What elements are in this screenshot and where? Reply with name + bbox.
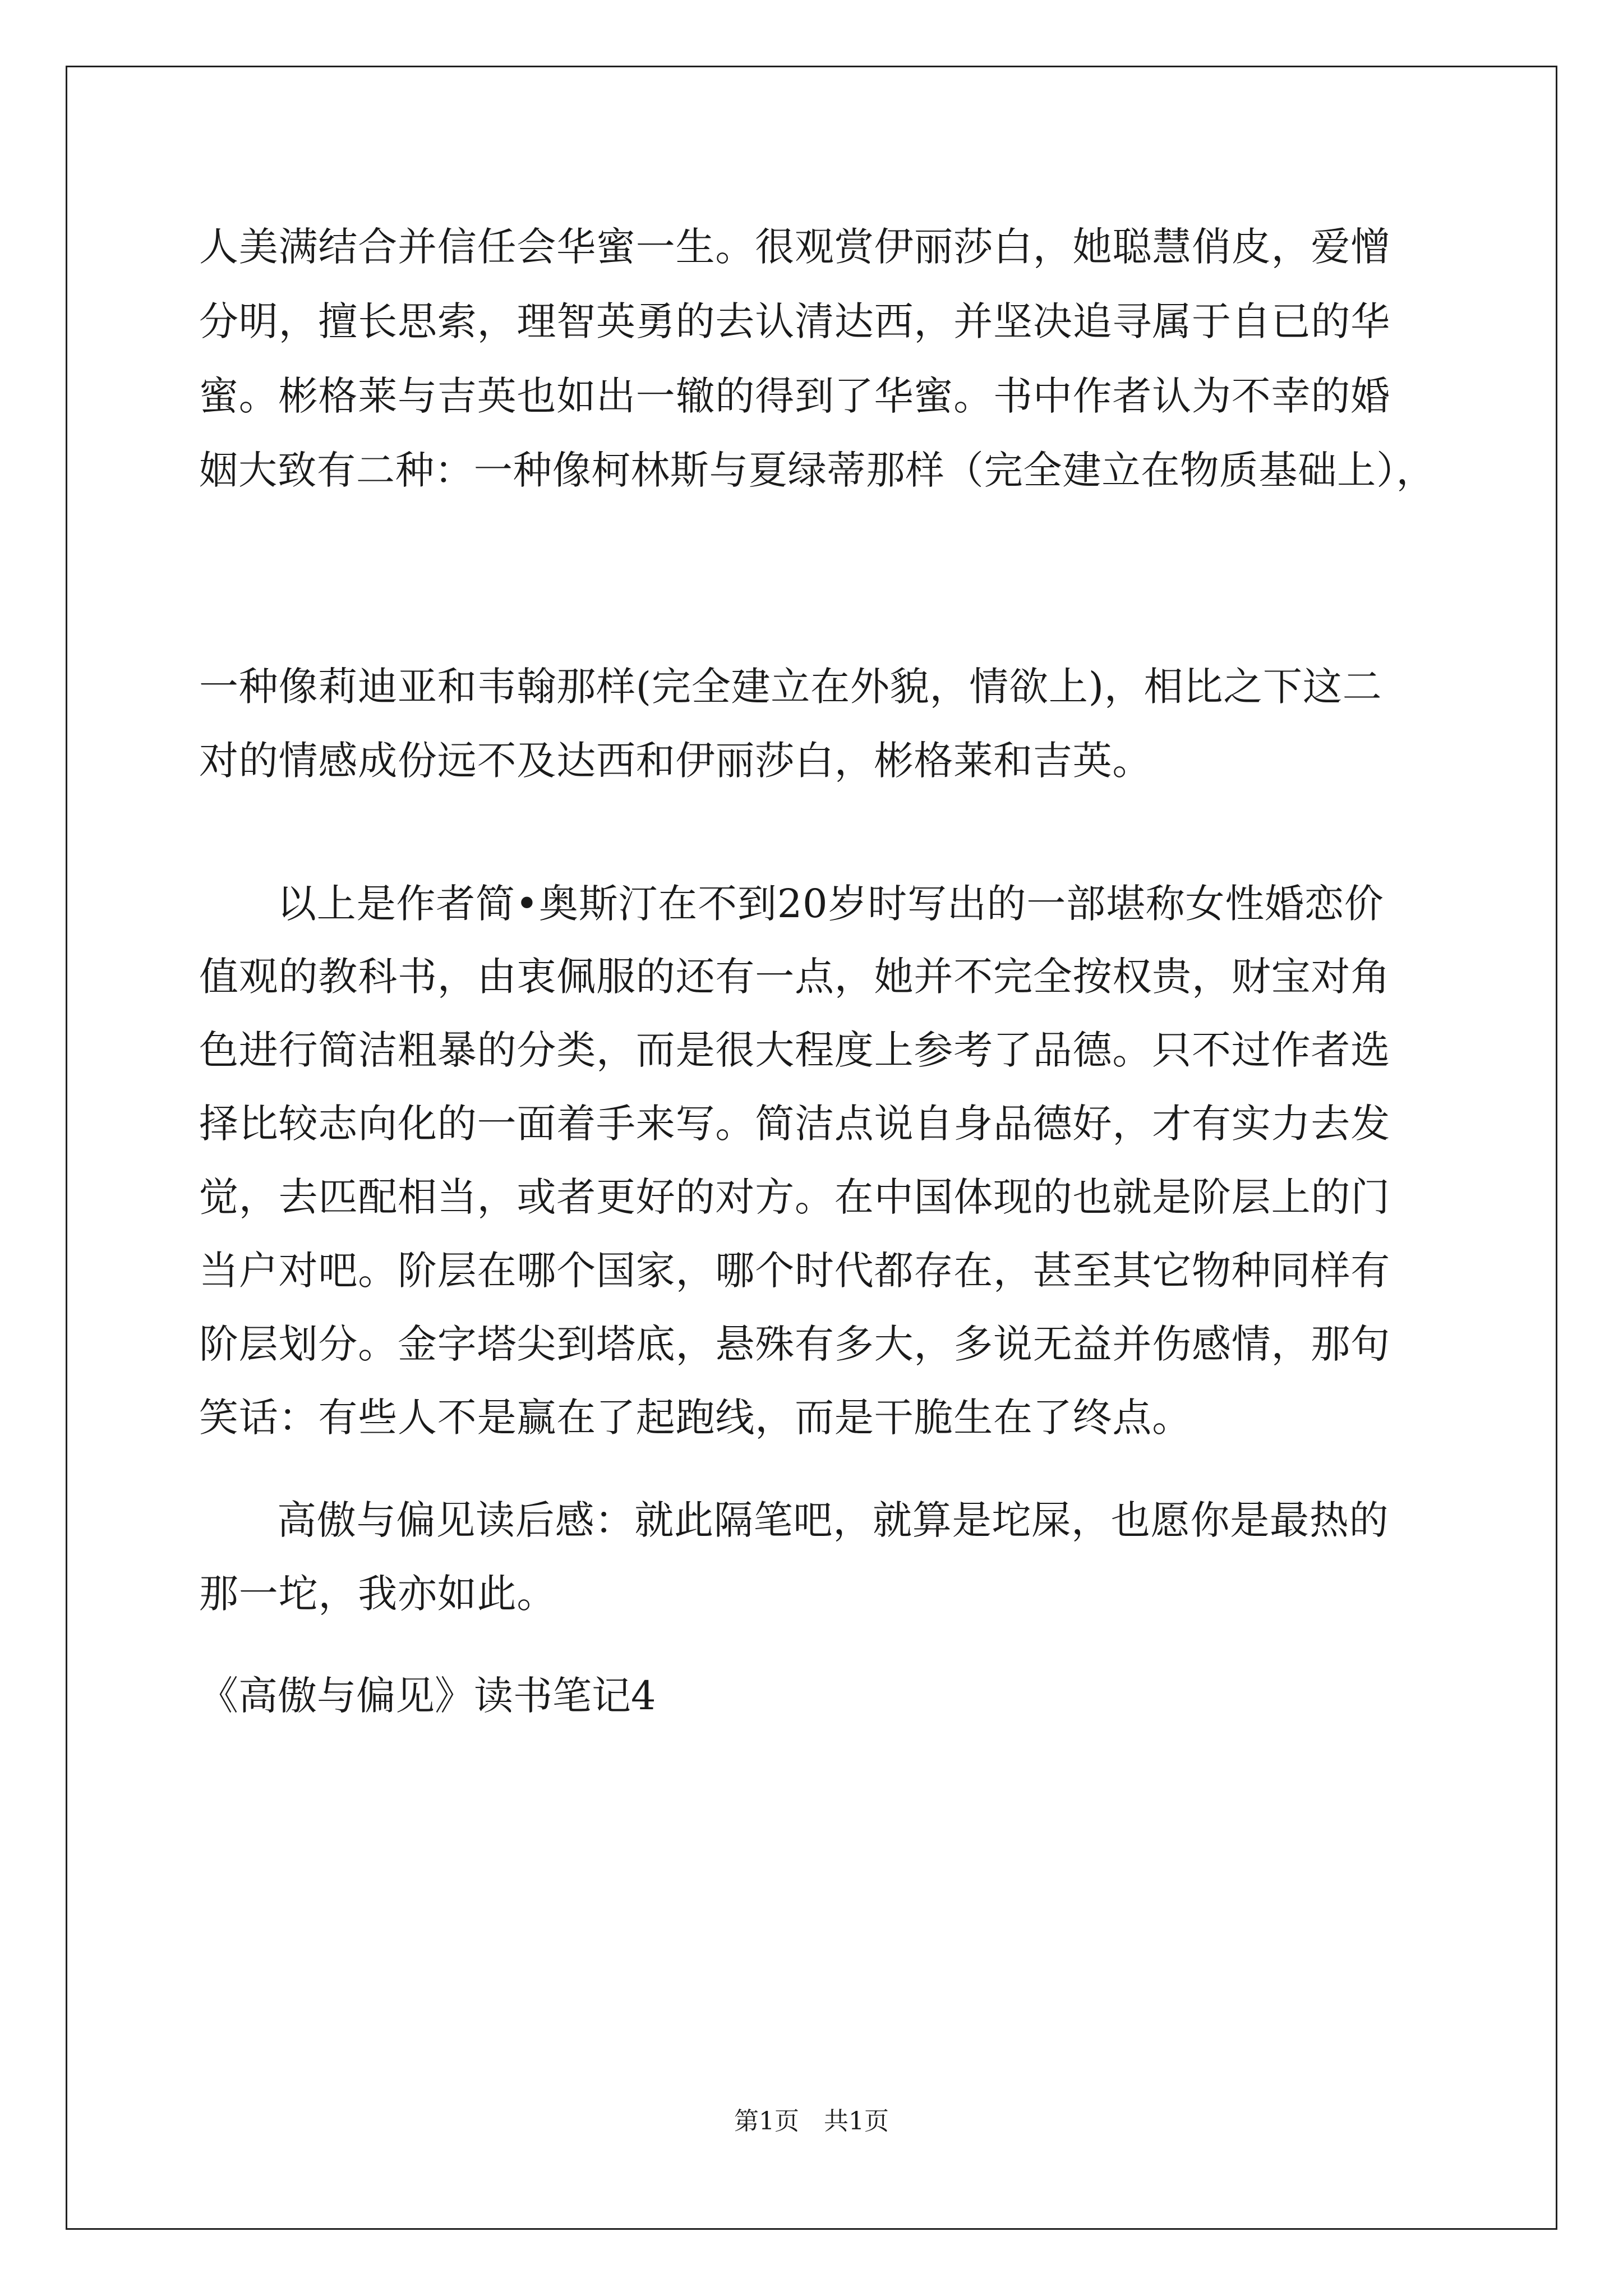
paragraph-line: 以上是作者简•奥斯汀在不到20岁时写出的一部堪称女性婚恋价 <box>277 881 1384 927</box>
paragraph-line: 一种像莉迪亚和韦翰那样(完全建立在外貌，情欲上)，相比之下这二 <box>199 664 1382 710</box>
paragraph-line: 分明，擅长思索，理智英勇的去认清达西，并坚决追寻属于自已的华 <box>199 298 1390 344</box>
paragraph-line: 高傲与偏见读后感：就此隔笔吧，就算是坨屎，也愿你是最热的 <box>277 1497 1389 1543</box>
paragraph-line: 值观的教科书，由衷佩服的还有一点，她并不完全按权贵，财宝对角 <box>199 954 1390 1000</box>
paragraph-line: 色进行简洁粗暴的分类，而是很大程度上参考了品德。只不过作者选 <box>199 1027 1390 1073</box>
paragraph-line: 蜜。彬格莱与吉英也如出一辙的得到了华蜜。书中作者认为不幸的婚 <box>199 373 1390 419</box>
paragraph-line: 姻大致有二种：一种像柯林斯与夏绿蒂那样（完全建立在物质基础上）， <box>199 448 1436 493</box>
paragraph-line: 阶层划分。金字塔尖到塔底，悬殊有多大，多说无益并伤感情，那句 <box>199 1321 1390 1367</box>
paragraph-line: 对的情感成份远不及达西和伊丽莎白，彬格莱和吉英。 <box>199 738 1152 784</box>
paragraph-line: 当户对吧。阶层在哪个国家，哪个时代都存在，甚至其它物种同样有 <box>199 1248 1390 1294</box>
page-footer: 第1页 共1页 <box>734 2107 889 2136</box>
paragraph-line: 觉，去匹配相当，或者更好的对方。在中国体现的也就是阶层上的门 <box>199 1174 1390 1220</box>
section-heading: 《高傲与偏见》读书笔记4 <box>199 1673 656 1719</box>
paragraph-line: 择比较志向化的一面着手来写。简洁点说自身品德好，才有实力去发 <box>199 1101 1390 1147</box>
paragraph-line: 那一坨，我亦如此。 <box>199 1571 557 1617</box>
paragraph-line: 笑话：有些人不是赢在了起跑线，而是干脆生在了终点。 <box>199 1395 1192 1441</box>
paragraph-line: 人美满结合并信任会华蜜一生。很观赏伊丽莎白，她聪慧俏皮，爱憎 <box>199 224 1390 270</box>
